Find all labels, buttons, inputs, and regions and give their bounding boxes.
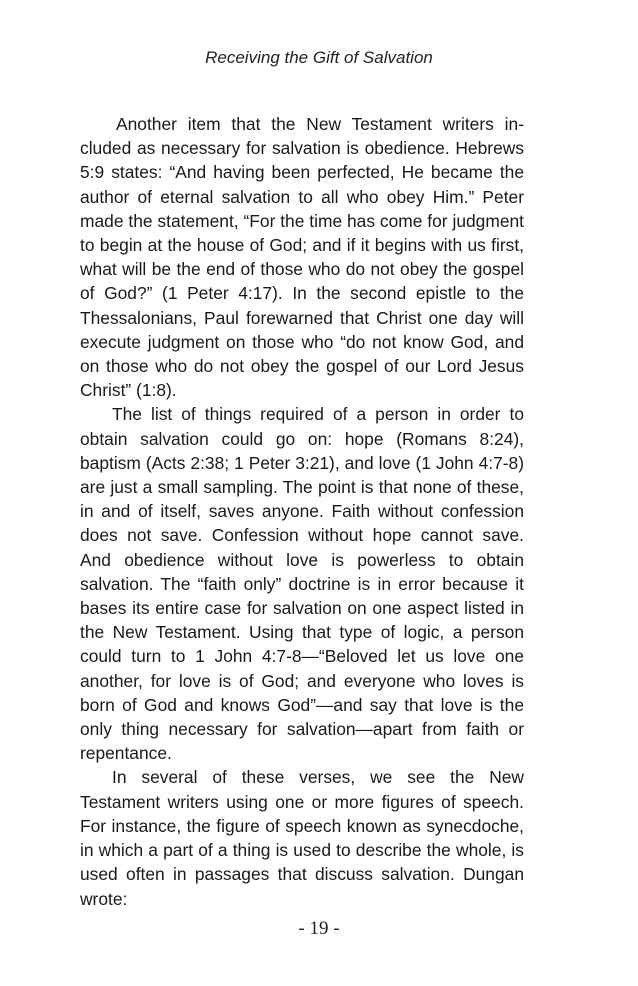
running-header: Receiving the Gift of Salvation: [205, 48, 433, 67]
body-text: [80, 112, 524, 911]
page-number: - 19 -: [298, 918, 340, 939]
paragraph: The list of things required of a person in order to obtain salvation could go on: hope (Romans 8:24), baptism (Acts 2:38; 1 Peter 3:21), and love (1 John 4:7-8) are just a small sampling. The point is that none of these, in and of itself, saves anyone. Faith without confession does not save. Confession without hope cannot save. And obedience without love is powerless to obtain salvation. The “faith only” doctrine is in error because it bases its entire case for salvation on one aspect listed in the New Testament. Using that type of logic, a person could turn to 1 John 4:7-8—“Beloved let us love one another, for love is of God; and everyone who loves is born of God and knows God”—and say that love is the only thing necessary for salvation—apart from faith or repentance.: [80, 404, 524, 764]
paragraph: Another item that the New Testament writers included as necessary for salvation is obedience. Hebrews 5:9 states: “And having been perfected, He became the author of eternal salvation to all who obey Him.” Peter made the statement, “For the time has come for judgment to begin at the house of God; and if it begins with us first, what will be the end of those who do not obey the gospel of God?” (1 Peter 4:17). In the second epistle to the Thessalonians, Paul forewarned that Christ one day will execute judgment on those who “do not know God, and on those who do not obey the gospel of our Lord Jesus Christ” (1:8).: [80, 114, 524, 401]
paragraph: In several of these verses, we see the New Testament writers using one or more figures of speech. For instance, the figure of speech known as synecdoche, in which a part of a thing is used to describe the whole, is used often in passages that discuss salvation. Dungan wrote:: [80, 767, 524, 909]
